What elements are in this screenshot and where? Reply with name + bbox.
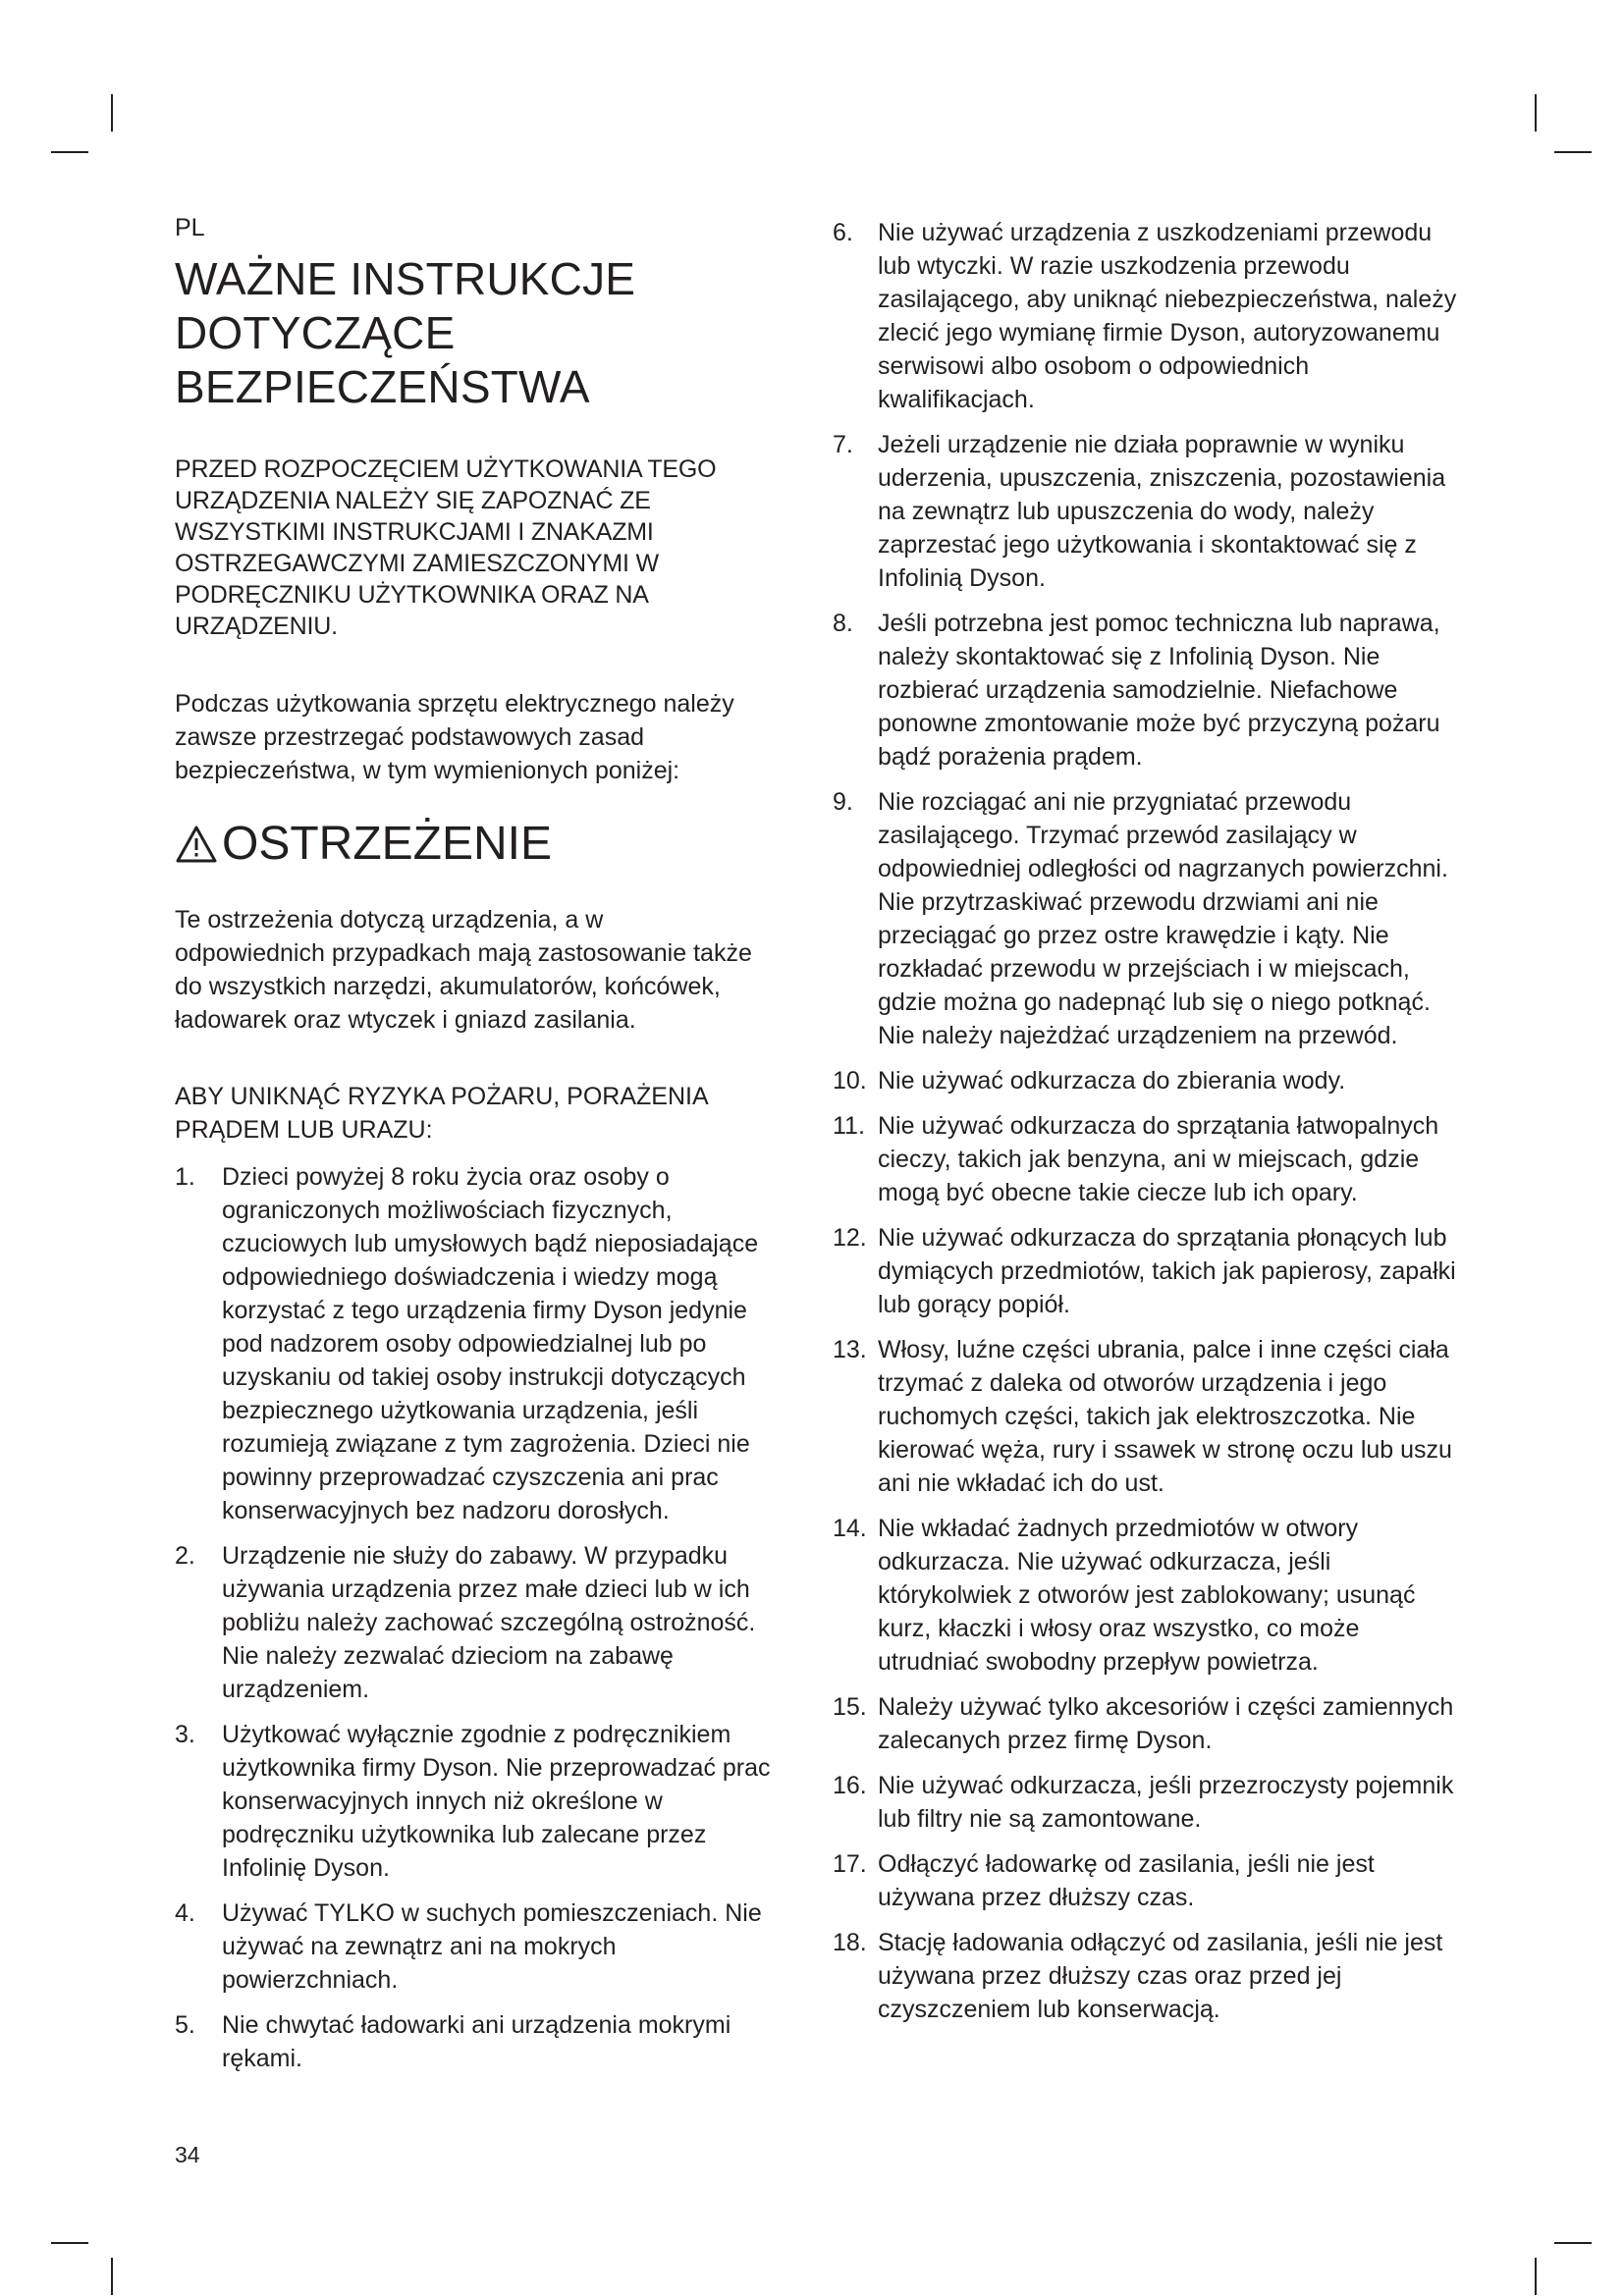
list-item-text: Stację ładowania odłączyć od zasilania, jeśli nie jest używana przez dłuższy czas oraz przed jej czyszczeniem lub konserwacją. [878, 1929, 1443, 2023]
list-item-text: Używać TYLKO w suchych pomieszczeniach. Nie używać na zewnątrz ani na mokrych powierzchniach. [222, 1899, 762, 1994]
list-item-text: Nie używać odkurzacza do sprzątania płonących lub dymiących przedmiotów, takich jak papierosy, zapałki lub gorący popiół. [878, 1224, 1456, 1318]
list-item-number: 15. [833, 1693, 867, 1721]
list-item [833, 1847, 1461, 1914]
list-item [833, 216, 1461, 416]
list-item-text: Nie rozciągać ani nie przygniatać przewodu zasilającego. Trzymać przewód zasilający w odpowiedniej odległości od nagrzanych powierzchni. Nie przytrzaskiwać przewodu drzwiami ani nie przeciągać go przez ostre krawędzie i kąty. Nie rozkładać przewodu w przejściach i w miejscach, gdzie można go nadepnąć lub się o niego potknąć. Nie należy najeżdżać urządzeniem na przewód. [878, 788, 1448, 1049]
crop-mark [1554, 2242, 1592, 2244]
list-item-text: Jeśli potrzebna jest pomoc techniczna lub naprawa, należy skontaktować się z Infolinią Dyson. Nie rozbierać urządzenia samodzielnie. Niefachowe ponowne zmontowanie może być przyczyną pożaru bądź porażenia prądem. [878, 610, 1440, 771]
list-item-text: Odłączyć ładowarkę od zasilania, jeśli nie jest używana przez dłuższy czas. [878, 1850, 1375, 1911]
list-item [833, 1109, 1461, 1209]
list-item-number: 17. [833, 1850, 867, 1878]
list-item-text: Nie używać odkurzacza do sprzątania łatwopalnych cieczy, takich jak benzyna, ani w miejscach, gdzie mogą być obecne takie ciecze lub ich opary. [878, 1112, 1439, 1206]
crop-mark [51, 2242, 88, 2244]
list-item-text: Użytkować wyłącznie zgodnie z podręcznikiem użytkownika firmy Dyson. Nie przeprowadzać prac konserwacyjnych innych niż określone w podręczniku użytkownika lub zalecane przez Infolinię Dyson. [222, 1721, 771, 1882]
warning-triangle-icon [175, 825, 218, 864]
list-item-number: 5. [175, 2011, 195, 2039]
list-item-number: 18. [833, 1929, 867, 1956]
crop-mark [111, 94, 113, 132]
list-item [833, 1333, 1461, 1500]
list-item-text: Jeżeli urządzenie nie działa poprawnie w wyniku uderzenia, upuszczenia, zniszczenia, pozostawienia na zewnątrz lub upuszczenia do wody, należy zaprzestać jego użytkowania i skontaktować się z Infolinią Dyson. [878, 431, 1446, 592]
warning-heading-text: OSTRZEŻENIE [222, 818, 553, 870]
list-item [833, 428, 1461, 595]
warning-heading [175, 815, 774, 874]
page-title [175, 252, 774, 414]
list-item [833, 1769, 1461, 1836]
list-item-number: 11. [833, 1112, 865, 1140]
list-item [833, 1690, 1461, 1757]
rules-list [833, 216, 1461, 2026]
list-item [833, 1064, 1461, 1097]
list-item [175, 1718, 774, 1885]
page-number: 34 [175, 2142, 200, 2167]
list-item-number: 6. [833, 219, 853, 246]
list-item-number: 3. [175, 1721, 195, 1748]
page-title-line: WAŻNE INSTRUKCJE [175, 253, 636, 304]
crop-mark [111, 2258, 113, 2295]
language-code: PL [175, 214, 205, 241]
list-item [833, 785, 1461, 1052]
list-item [175, 1539, 774, 1706]
list-item-number: 14. [833, 1515, 867, 1542]
list-item [833, 1512, 1461, 1679]
list-item-text: Nie używać odkurzacza do zbierania wody. [878, 1067, 1346, 1095]
crop-mark [51, 151, 88, 153]
list-item-text: Należy używać tylko akcesoriów i części zamiennych zalecanych przez firmę Dyson. [878, 1693, 1454, 1754]
list-item-text: Urządzenie nie służy do zabawy. W przypadku używania urządzenia przez małe dzieci lub w ich pobliżu należy zachować szczególną ostrożność. Nie należy zezwalać dzieciom na zabawę urządzeniem. [222, 1542, 756, 1703]
list-item [833, 1221, 1461, 1321]
list-item-number: 1. [175, 1163, 195, 1191]
list-item-number: 4. [175, 1899, 195, 1927]
warning-paragraph: Te ostrzeżenia dotyczą urządzenia, a w odpowiednich przypadkach mają zastosowanie także do wszystkich narzędzi, akumulatorów, końcówek, ładowarek oraz wtyczek i gniazd zasilania. [175, 906, 752, 1034]
list-item-number: 9. [833, 788, 853, 816]
list-item [175, 1896, 774, 1997]
page-title-line: DOTYCZĄCE [175, 307, 456, 358]
list-item-number: 2. [175, 1542, 195, 1570]
intro-caps-paragraph: PRZED ROZPOCZĘCIEM UŻYTKOWANIA TEGO URZĄDZENIA NALEŻY SIĘ ZAPOZNAĆ ZE WSZYSTKIMI INSTRUKCJAMI I ZNAKAZMI OSTRZEGAWCZYMI ZAMIESZCZONYMI W PODRĘCZNIKU UŻYTKOWNIKA ORAZ NA URZĄDZENIU. [175, 455, 717, 640]
list-item-number: 16. [833, 1772, 867, 1799]
left-column [175, 214, 774, 2087]
page-title-line: BEZPIECZEŃSTWA [175, 361, 590, 412]
list-item-number: 13. [833, 1336, 867, 1363]
crop-mark [1535, 2258, 1537, 2295]
list-item-text: Nie używać urządzenia z uszkodzeniami przewodu lub wtyczki. W razie uszkodzenia przewodu zasilającego, aby uniknąć niebezpieczeństwa, należy zlecić jego wymianę firmie Dyson, autoryzowanemu serwisowi albo osobom o odpowiednich kwalifikacjach. [878, 219, 1457, 413]
crop-mark [1535, 94, 1537, 132]
list-item-text: Nie chwytać ładowarki ani urządzenia mokrymi rękami. [222, 2011, 731, 2072]
list-item-text: Włosy, luźne części ubrania, palce i inne części ciała trzymać z daleka od otworów urządzenia i jego ruchomych części, takich jak elektroszczotka. Nie kierować węża, rury i ssawek w stronę oczu lub uszu ani nie wkładać ich do ust. [878, 1336, 1452, 1497]
list-item-number: 12. [833, 1224, 867, 1252]
risk-heading: ABY UNIKNĄĆ RYZYKA POŻARU, PORAŻENIA PRĄDEM LUB URAZU: [175, 1083, 708, 1144]
list-item-text: Dzieci powyżej 8 roku życia oraz osoby o ograniczonych możliwościach fizycznych, czuciowych lub umysłowych bądź nieposiadające odpowiedniego doświadczenia i wiedzy mogą korzystać z tego urządzenia firmy Dyson jedynie pod nadzorem osoby odpowiedzialnej lub po uzyskaniu od takiej osoby instrukcji dotyczących bezpiecznego użytkowania urządzenia, jeśli rozumieją związane z tym zagrożenia. Dzieci nie powinny przeprowadzać czyszczenia ani prac konserwacyjnych bez nadzoru dorosłych. [222, 1163, 759, 1524]
list-item-number: 7. [833, 431, 853, 458]
rules-list [175, 1160, 774, 2075]
list-item-text: Nie używać odkurzacza, jeśli przezroczysty pojemnik lub filtry nie są zamontowane. [878, 1772, 1454, 1833]
list-item [833, 1926, 1461, 2026]
list-item-number: 10. [833, 1067, 867, 1095]
intro-paragraph: Podczas użytkowania sprzętu elektrycznego należy zawsze przestrzegać podstawowych zasad bezpieczeństwa, w tym wymienionych poniżej: [175, 690, 734, 784]
crop-mark [1554, 151, 1592, 153]
list-item [175, 1160, 774, 1527]
list-item-text: Nie wkładać żadnych przedmiotów w otwory odkurzacza. Nie używać odkurzacza, jeśli którykolwiek z otworów jest zablokowany; usunąć kurz, kłaczki i włosy oraz wszystko, co może utrudniać swobodny przepływ powietrza. [878, 1515, 1416, 1676]
right-column [833, 216, 1461, 2038]
list-item-number: 8. [833, 610, 853, 637]
list-item [175, 2008, 774, 2075]
list-item [833, 607, 1461, 774]
